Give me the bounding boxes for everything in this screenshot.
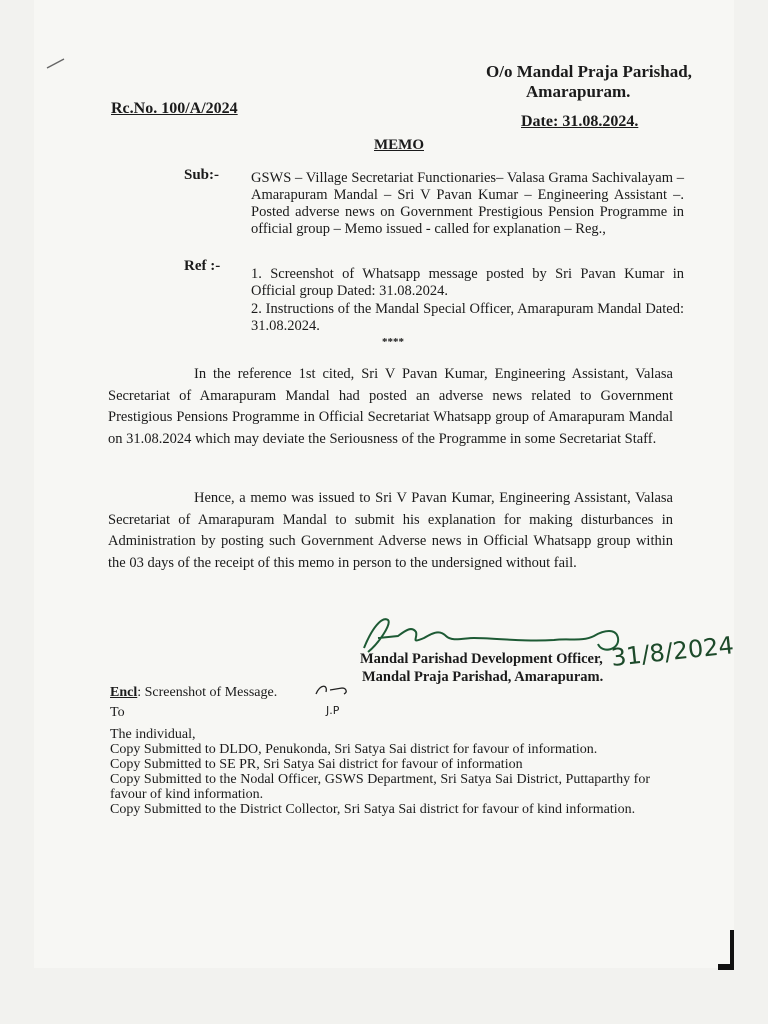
enclosure-text: : Screenshot of Message. xyxy=(137,685,278,700)
signatory-block xyxy=(360,650,603,686)
reference-item-2: 2. Instructions of the Mandal Special Officer, Amarapuram Mandal Dated: 31.08.2024. xyxy=(251,301,684,334)
handwritten-initials xyxy=(308,678,358,718)
handwritten-date: 31/8/2024 xyxy=(609,631,736,672)
subject-label: Sub:- xyxy=(184,167,220,183)
recipient-item: The individual, xyxy=(110,727,196,742)
recipient-item: Copy Submitted to SE PR, Sri Satya Sai district for favour of information xyxy=(110,757,523,772)
office-line-2: Amarapuram. xyxy=(526,82,631,101)
scan-mark xyxy=(46,56,66,70)
enclosure-label: Encl xyxy=(110,685,138,700)
recipient-item: Copy Submitted to DLDO, Penukonda, Sri Satya Sai district for favour of information. xyxy=(110,742,598,757)
signatory-line-2: Mandal Praja Parishad, Amarapuram. xyxy=(362,669,604,685)
office-line-1: O/o Mandal Praja Parishad, xyxy=(486,62,692,81)
reference-number: Rc.No. 100/A/2024 xyxy=(111,100,238,117)
signatory-line-1: Mandal Parishad Development Officer, xyxy=(360,651,603,667)
memo-date: Date: 31.08.2024. xyxy=(521,113,639,130)
page-title: MEMO xyxy=(374,137,424,153)
reference-label: Ref :- xyxy=(184,258,221,274)
recipients-list xyxy=(110,727,650,817)
body-paragraph-2: Hence, a memo was issued to Sri V Pavan Kumar, Engineering Assistant, Valasa Secretariat of Amarapuram Mandal to submit his explanation for making disturbances in Administration by posting such Government Adverse news in Official Whatsapp group within the 03 days of the receipt of this memo in person to the undersigned without fail. xyxy=(108,490,673,571)
office-header xyxy=(486,62,692,102)
to-label: To xyxy=(110,705,125,720)
scan-edge-mark xyxy=(712,928,736,972)
recipient-item: Copy Submitted to the Nodal Officer, GSWS Department, Sri Satya Sai District, Puttaparthy for favour of kind information. xyxy=(110,772,650,802)
subject-text: GSWS – Village Secretariat Functionaries– Valasa Grama Sachivalayam – Amarapuram Mandal – Sri V Pavan Kumar – Engineering Assistant –. Posted adverse news on Government Prestigious Pension Programme in official group – Memo issued - called for explanation – Reg., xyxy=(251,170,684,237)
body-paragraph-1: In the reference 1st cited, Sri V Pavan Kumar, Engineering Assistant, Valasa Secretariat of Amarapuram Mandal had posted an adverse news related to Government Prestigious Pensions Programme in Official Secretariat Whatsapp group of Amarapuram Mandal on 31.08.2024 which may deviate the Seriousness of the Programme in some Secretariat Staff. xyxy=(108,366,673,447)
separator-stars: **** xyxy=(382,336,404,348)
recipient-item: Copy Submitted to the District Collector, Sri Satya Sai district for favour of kind information. xyxy=(110,802,636,817)
reference-item-1: 1. Screenshot of Whatsapp message posted by Sri Pavan Kumar in Official group Dated: 31.08.2024. xyxy=(251,266,684,299)
enclosure-line xyxy=(110,685,277,701)
initials-text: J.P xyxy=(326,704,340,717)
